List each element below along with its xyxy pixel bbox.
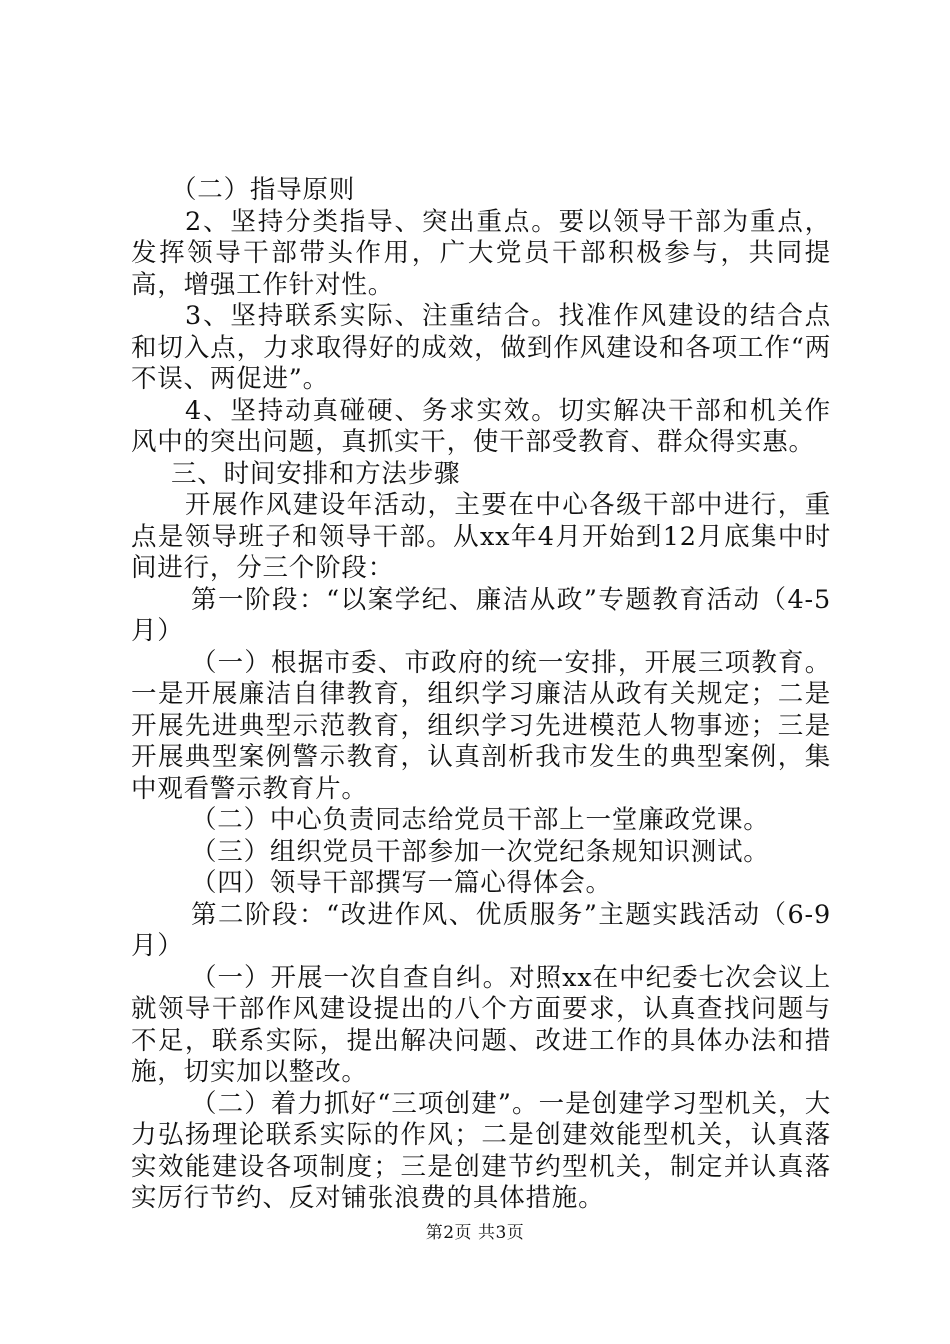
stage-two-item-2: （二）着力抓好“三项创建”。一是创建学习型机关，大力弘扬理论联系实际的作风；二是创建效能型机关，认真落实效能建设各项制度；三是创建节约型机关，制定并认真落实厉行节约、反对铺张浪费的具体措施。 <box>131 1088 831 1213</box>
stage-one-item-4: （四）领导干部撰写一篇心得体会。 <box>191 868 612 898</box>
stage-one-item-3: （三）组织党员干部参加一次党纪条规知识测试。 <box>191 836 770 867</box>
stage-one-heading: 第一阶段：“以案学纪、廉洁从政”专题教育活动（4-5月） <box>131 584 831 646</box>
paragraph-principle-3: 3、坚持联系实际、注重结合。找准作风建设的结合点和切入点，力求取得好的成效，做到作风建设和各项工作“两不误、两促进”。 <box>131 301 831 394</box>
section-heading-guiding-principles: （二）指导原则 <box>171 175 356 205</box>
page-footer: 第2页 共3页 <box>425 1223 525 1243</box>
paragraph-schedule-intro: 开展作风建设年活动，主要在中心各级干部中进行，重点是领导班子和领导干部。从xx年4月开始到12月底集中时间进行，分三个阶段： <box>131 490 831 583</box>
section-heading-schedule: 三、时间安排和方法步骤 <box>171 458 461 489</box>
document-body <box>131 175 831 1215</box>
stage-one-item-1: （一）根据市委、市政府的统一安排，开展三项教育。一是开展廉洁自律教育，组织学习廉洁从政有关规定；二是开展先进典型示范教育，组织学习先进模范人物事迹；三是开展典型案例警示教育，认真剖析我市发生的典型案例，集中观看警示教育片。 <box>131 647 831 804</box>
paragraph-principle-2: 2、坚持分类指导、突出重点。要以领导干部为重点，发挥领导干部带头作用，广大党员干部积极参与，共同提高，增强工作针对性。 <box>131 206 831 300</box>
stage-two-item-1: （一）开展一次自查自纠。对照xx在中纪委七次会议上就领导干部作风建设提出的八个方面要求，认真查找问题与不足，联系实际，提出解决问题、改进工作的具体办法和措施，切实加以整改。 <box>131 962 831 1087</box>
paragraph-principle-4: 4、坚持动真碰硬、务求实效。切实解决干部和机关作风中的突出问题，真抓实干，使干部受教育、群众得实惠。 <box>131 395 831 457</box>
stage-two-heading: 第二阶段：“改进作风、优质服务”主题实践活动（6-9月） <box>131 899 831 961</box>
stage-one-item-2: （二）中心负责同志给党员干部上一堂廉政党课。 <box>191 805 770 835</box>
